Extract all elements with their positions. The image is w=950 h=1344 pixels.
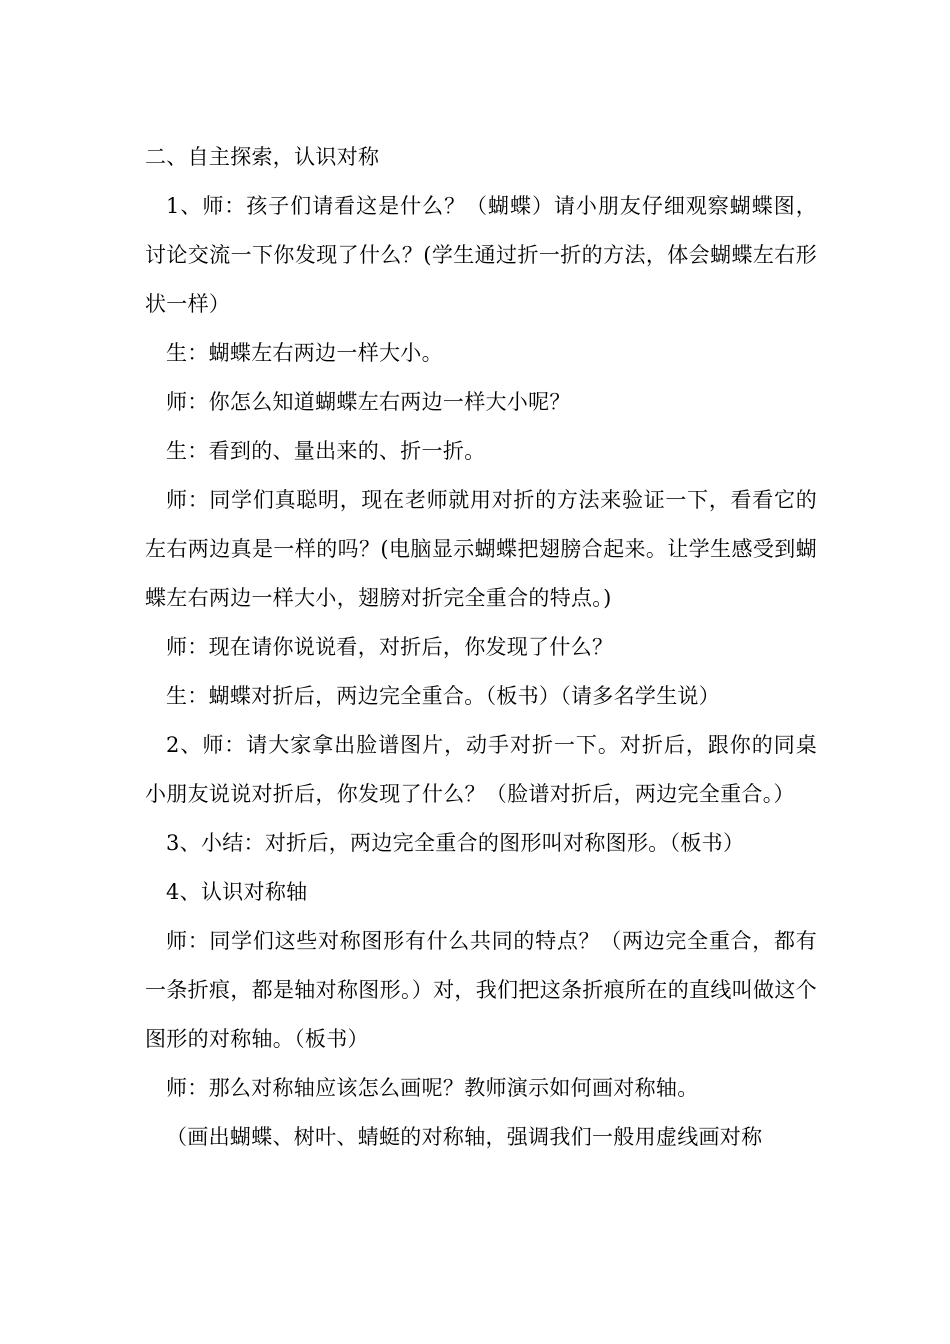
paragraph-student-answer-3: 生：蝴蝶对折后，两边完全重合。（板书）（请多名学生说） bbox=[166, 684, 721, 708]
paragraph-summary: 3、小结：对折后，两边完全重合的图形叫对称图形。（板书） bbox=[166, 831, 745, 855]
paragraph-axis-explanation: 师：同学们这些对称图形有什么共同的特点？（两边完全重合，都有一条折痕，都是轴对称图形。）对，我们把这条折痕所在的直线叫做这个图形的对称轴。（板书） bbox=[145, 929, 817, 1051]
paragraph-mask-activity: 2、师：请大家拿出脸谱图片，动手对折一下。对折后，跟你的同桌小朋友说说对折后，你发现了什么？（脸谱对折后，两边完全重合。） bbox=[145, 733, 817, 806]
paragraph-student-answer-1: 生：蝴蝶左右两边一样大小。 bbox=[166, 341, 443, 365]
paragraph-axis-drawing: 师：那么对称轴应该怎么画呢？教师演示如何画对称轴。 bbox=[166, 1076, 699, 1100]
paragraph-teacher-question-1: 师：你怎么知道蝴蝶左右两边一样大小呢？ bbox=[166, 390, 571, 414]
document-body bbox=[145, 133, 817, 1162]
paragraph-axis-heading: 4、认识对称轴 bbox=[166, 880, 308, 904]
paragraph-teacher-verify: 师：同学们真聪明，现在老师就用对折的方法来验证一下，看看它的左右两边真是一样的吗？(电脑显示蝴蝶把翅膀合起来。让学生感受到蝴蝶左右两边一样大小，翅膀对折完全重合的特点。) bbox=[145, 488, 817, 610]
paragraph-teacher-question-2: 师：现在请你说说看，对折后，你发现了什么？ bbox=[166, 635, 614, 659]
section-heading: 二、自主探索，认识对称 bbox=[145, 145, 380, 169]
paragraph-student-answer-2: 生：看到的、量出来的、折一折。 bbox=[166, 439, 486, 463]
paragraph-axis-examples: （画出蝴蝶、树叶、蜻蜓的对称轴，强调我们一般用虚线画对称 bbox=[166, 1125, 763, 1149]
paragraph-butterfly-question: 1、师：孩子们请看这是什么？（蝴蝶）请小朋友仔细观察蝴蝶图，讨论交流一下你发现了什么？(学生通过折一折的方法，体会蝴蝶左右形状一样） bbox=[145, 194, 817, 316]
